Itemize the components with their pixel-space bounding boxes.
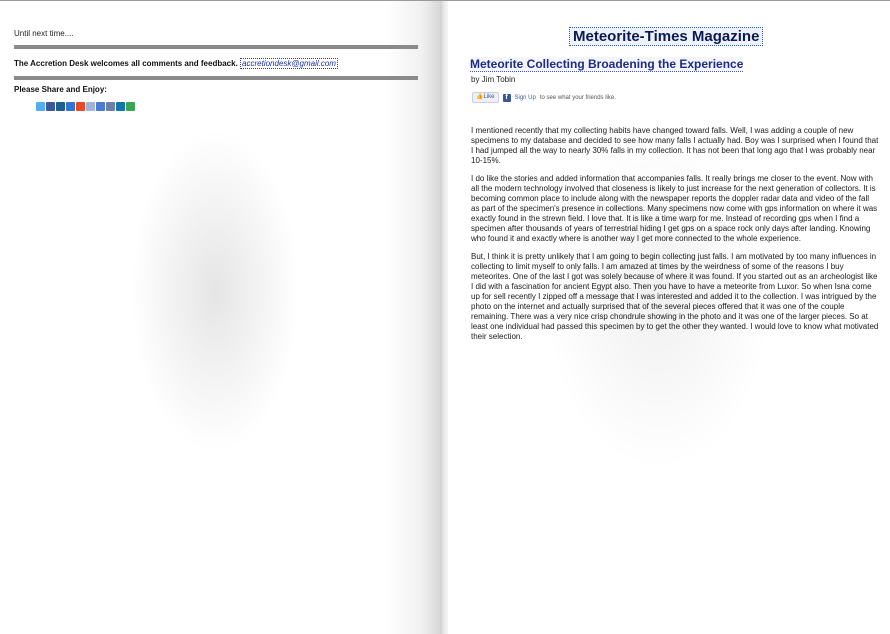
reddit-icon[interactable] [86,102,95,111]
stumbleupon-icon[interactable] [76,102,85,111]
like-button[interactable] [472,92,499,103]
like-label: Like [483,94,495,100]
magazine-title-link[interactable]: Meteorite-Times Magazine [569,27,763,46]
signup-suffix: to see what your friends like. [539,94,616,101]
delicious-icon[interactable] [66,102,75,111]
divider-rule [14,45,418,49]
myspace-icon[interactable] [106,102,115,111]
byline: by Jim Tobin [471,75,516,84]
linkedin-icon[interactable] [116,102,125,111]
digg-icon[interactable] [56,102,65,111]
closing-text: Until next time.... [14,29,74,38]
feedback-text: The Accretion Desk welcomes all comments and feedback. [14,59,238,68]
feedback-line [14,59,338,68]
facebook-icon: f [503,94,511,102]
article-paragraph: I do like the stories and added information that accompanies falls. It really brings me closer to the event. Now with all the modern technology involved that closeness is likely to just increase for the next generation of collectors. It is becoming common place to include along with the newspaper reports the doppler radar data and video of the fall as part of the specimen's presence in collections. Many specimens now come with gps information on where it was exactly found in the strewn field. I love that. It is like a time warp for me. Instead of recording gps when I find a specimen after thousands of years of terrestrial hiding I get gps on a space rock only days after landing. Knowing who found it and exactly where is another way I get more connected to the whole experience. [471,174,878,243]
article-paragraph: But, I think it is pretty unlikely that I am going to begin collecting just falls. I am motivated by too many influences in collecting to limit myself to only falls. I am amazed at times by the weirdness of some of the reasons I buy meteorites. One of the last I got was solely because of where it was found. If you started out as an archeologist like I did with a fascination for ancient Egypt also. Then you have to have a meteorite from Luxor. So when Isna come up for sell recently I zipped off a message that I was interested and added it to the collection. I was intrigued by the photo on the internet and actually surprised that of the several pieces offered that it was one of the couple remaining. There was a very nice crisp chondrule showing in the photo and it was one of the larger pieces. So at least one individual had passed this specimen by to get the other they wanted. I would love to know what motivated their selection. [471,252,879,341]
article-title-link[interactable]: Meteorite Collecting Broadening the Experience [470,57,744,71]
signup-link[interactable]: Sign Up [514,94,536,101]
twitter-icon[interactable] [36,102,45,111]
divider-rule [14,76,418,80]
page-gutter [440,1,448,634]
right-page [448,1,890,634]
left-page [0,1,440,634]
facebook-icon[interactable] [46,102,55,111]
share-icons-bar [36,102,135,111]
article-body [471,126,879,350]
article-paragraph: I mentioned recently that my collecting habits have changed toward falls. Well, I was adding a couple of new specimens to my database and decided to see how many falls I actually had. Boy was I surprised when I found that I had jumped all the way to nearly 30% falls in my collection. It has not been that long ago that I was probably near 10-15%. [471,126,879,165]
share-label: Please Share and Enjoy: [14,85,107,94]
facebook-like-bar [472,92,616,103]
email-icon[interactable] [126,102,135,111]
thumbs-up-icon: 👍 [476,94,484,100]
google-bookmarks-icon[interactable] [96,102,105,111]
feedback-email-link[interactable]: accretiondesk@gmail.com [242,59,336,68]
